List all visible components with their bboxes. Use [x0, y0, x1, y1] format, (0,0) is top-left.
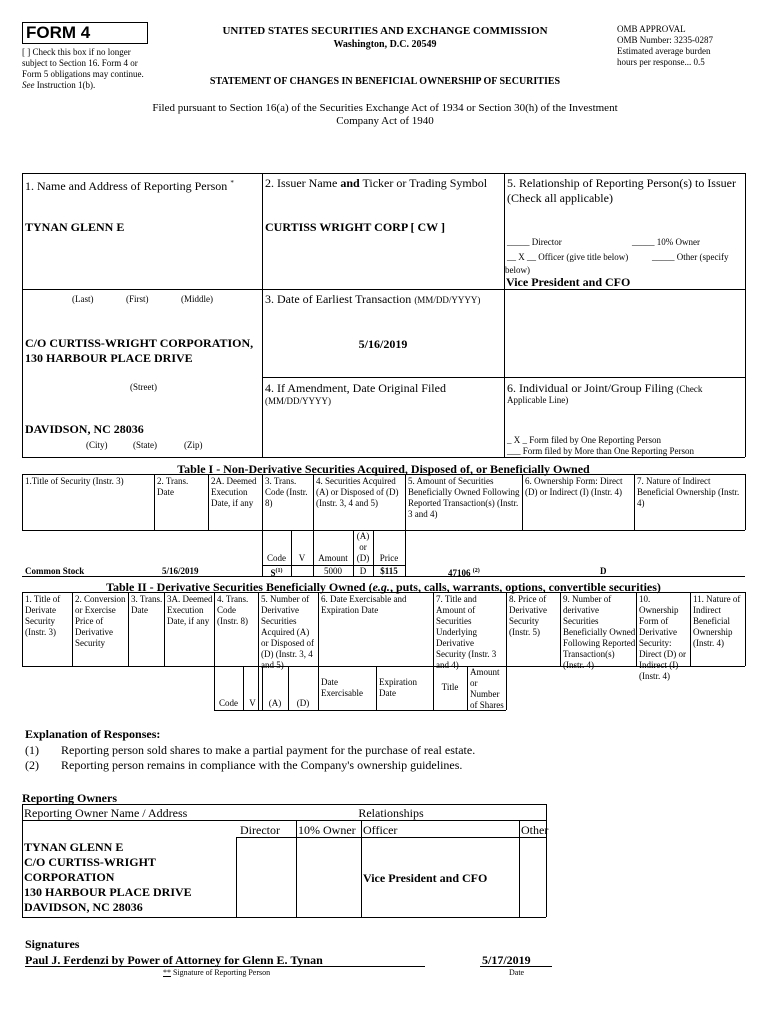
filing-option-more: ___ Form filed by More than One Reporting Person [507, 446, 694, 456]
rule [22, 666, 745, 667]
box3-label-text: 3. Date of Earliest Transaction [265, 292, 412, 306]
t2-h1: 1. Title of Derivate Security (Instr. 3) [25, 594, 61, 637]
rule [22, 820, 546, 821]
rule [504, 173, 505, 457]
t1-sub-amount: Amount [318, 553, 348, 563]
t1-h1: 1.Title of Security (Instr. 3) [25, 476, 124, 486]
rule [361, 820, 362, 917]
rule [22, 530, 745, 531]
t1-h4: 4. Securities Acquired (A) or Disposed of (D) (Instr. 3, 4 and 5) [316, 476, 399, 508]
box3-label-small: (MM/DD/YYYY) [414, 295, 481, 305]
owner-line: CORPORATION [24, 870, 115, 884]
signer-name: Paul J. Ferdenzi by Power of Attorney for Glenn E. Tynan [25, 953, 323, 967]
box1-footnote: * [230, 179, 234, 187]
label-city: (City) [86, 440, 108, 450]
t2-h8: 8. Price of Derivative Security (Instr. 5) [509, 594, 547, 637]
t2-sub-a: (A) [268, 698, 282, 708]
rule [72, 592, 73, 666]
rule [506, 592, 507, 710]
rule [22, 592, 23, 666]
owner-line: 130 HARBOUR PLACE DRIVE [24, 885, 192, 899]
rule [22, 173, 23, 457]
checkbox-note-instr: Instruction 1(b). [36, 80, 96, 90]
t2-sub-title: Title [441, 682, 459, 692]
explanation-item [25, 743, 475, 757]
city-state-zip: DAVIDSON, NC 28036 [25, 422, 144, 436]
signature-line [25, 966, 425, 967]
box6-label [507, 381, 743, 395]
t1-h5: 5. Amount of Securities Beneficially Owned Following Reported Transaction(s) (Instr. 3 and 4) [408, 476, 520, 519]
signatures-heading: Signatures [25, 937, 80, 951]
box1-label-text: 1. Name and Address of Reporting Person [25, 179, 228, 193]
box2-label-post: Ticker or Trading Symbol [362, 176, 488, 190]
t2-h10: 10. Ownership Form of Derivative Security: Direct (D) or Indirect (I) (Instr. 4) [639, 594, 686, 681]
signature-label [163, 968, 270, 978]
box1-label [25, 176, 260, 193]
rule [636, 592, 637, 666]
rule [22, 474, 745, 475]
rule [258, 592, 259, 710]
explanation-text: Reporting person remains in compliance with the Company's ownership guidelines. [61, 758, 463, 772]
t2-sub-amount: Amount or Number of Shares [470, 667, 504, 710]
rule [22, 457, 745, 458]
agency-city: Washington, D.C. 20549 [333, 39, 437, 50]
omb-approval: OMB APPROVAL [617, 24, 686, 34]
filed-pursuant: Filed pursuant to Section 16(a) of the Securities Exchange Act of 1934 or Section 30(h) of the Investment Company Act of 1940 [152, 102, 618, 127]
t2-sub-code: Code [219, 698, 238, 708]
t1-row-owned-value: 47106 [448, 568, 471, 578]
rule [467, 666, 468, 710]
table1-title: Table I - Non-Derivative Securities Acquired, Disposed of, or Beneficially Owned [177, 462, 590, 476]
t2-h11: 11. Nature of Indirect Beneficial Ownership (Instr. 4) [693, 594, 741, 648]
owners-heading: Reporting Owners [22, 791, 117, 805]
t2-h5: 5. Number of Derivative Securities Acquired (A) or Disposed of (D) (Instr. 3, 4 and 5) [261, 594, 314, 670]
label-street: (Street) [130, 382, 157, 392]
t1-row-form: D [600, 566, 607, 576]
rule [22, 289, 745, 290]
filing-option-one: _ X _ Form filed by One Reporting Person [507, 435, 661, 445]
table2-title-post: , puts, calls, warrants, options, convertible securities) [389, 580, 661, 594]
t1-sub-price: Price [379, 553, 399, 563]
owner-officer-title: Vice President and CFO [363, 871, 488, 885]
form-title-box [22, 22, 148, 44]
t1-h6: 6. Ownership Form: Direct (D) or Indirect (I) (Instr. 4) [525, 476, 623, 497]
t1-h7: 7. Nature of Indirect Beneficial Ownership (Instr. 4) [637, 476, 740, 508]
t2-h2: 2. Conversion or Exercise Price of Derivative Security [75, 594, 126, 648]
t1-sub-code: Code [267, 553, 286, 563]
rule [519, 820, 520, 917]
t2-h6: 6. Date Exercisable and Expiration Date [321, 594, 407, 615]
rule [745, 474, 746, 530]
signature-footnote[interactable]: ** [163, 968, 171, 977]
ten-percent-option: _____ 10% Owner [632, 237, 700, 247]
agency-name: UNITED STATES SECURITIES AND EXCHANGE COMMISSION [222, 25, 548, 37]
t2-h3a: 3A. Deemed Execution Date, if any [167, 594, 213, 626]
rule [214, 592, 215, 710]
owners-col-10pct: 10% Owner [298, 823, 356, 837]
t1-sub-aord: (A) or (D) [356, 531, 370, 563]
street-address: C/O CURTISS-WRIGHT CORPORATION, 130 HARBOUR PLACE DRIVE [25, 336, 254, 365]
rule [164, 592, 165, 666]
t1-row-owned-footnote[interactable]: (2) [472, 568, 480, 574]
checkbox-note-text: [ ] Check this box if no longer subject to Section 16. Form 4 or Form 5 obligations may continue. [22, 47, 144, 79]
earliest-transaction-date: 5/16/2019 [358, 337, 408, 351]
date-label: Date [509, 968, 525, 977]
omb-box [617, 24, 747, 68]
omb-burden-1: Estimated average burden [617, 46, 711, 56]
signature-label-text: Signature of Reporting Person [173, 968, 271, 977]
box2-label [265, 176, 503, 190]
box6-label-text: 6. Individual or Joint/Group Filing [507, 381, 674, 395]
rule [262, 173, 263, 457]
checkbox-note [22, 47, 148, 91]
date-line [480, 966, 552, 967]
label-first: (First) [126, 294, 149, 304]
rule [376, 666, 377, 710]
rule [560, 592, 561, 666]
box2-label-pre: 2. Issuer Name [265, 176, 338, 190]
other-option-below: below) [505, 265, 530, 275]
label-state: (State) [133, 440, 157, 450]
rule [405, 474, 406, 576]
t1-h2: 2. Trans. Date [157, 476, 189, 497]
form-title: FORM 4 [26, 23, 91, 42]
rule [318, 592, 319, 710]
explanation-text: Reporting person sold shares to make a partial payment for the purchase of real estate. [61, 743, 476, 757]
box4-label-small: (MM/DD/YYYY) [265, 396, 331, 406]
rule [22, 173, 745, 174]
rule [634, 474, 635, 530]
rule [128, 592, 129, 666]
table2-title-pre: Table II - Derivative Securities Beneficially Owned ( [106, 580, 373, 594]
owners-col-officer: Officer [363, 823, 398, 837]
explanation-num: (1) [25, 743, 39, 757]
rule [745, 592, 746, 666]
t1-sub-v: V [298, 553, 306, 563]
label-middle: (Middle) [181, 294, 213, 304]
reporting-person-name: TYNAN GLENN E [25, 220, 125, 234]
box6-label-small: (Check [676, 384, 703, 394]
box2-label-and: and [340, 176, 360, 190]
box5-label: 5. Relationship of Reporting Person(s) to Issuer (Check all applicable) [507, 176, 736, 205]
rule [22, 804, 23, 917]
rule [236, 837, 546, 838]
t1-row-owned [448, 566, 480, 579]
explanation-item [25, 758, 462, 772]
box4-label: 4. If Amendment, Date Original Filed [265, 381, 446, 395]
box3-label [265, 292, 503, 306]
director-option: _____ Director [507, 237, 562, 247]
rule [154, 474, 155, 530]
t1-row-aord: D [359, 566, 367, 576]
omb-number: OMB Number: 3235-0287 [617, 35, 713, 45]
other-option: _____ Other (specify [652, 252, 729, 262]
owner-name-address [24, 840, 192, 915]
t1-row-price: $115 [380, 566, 398, 576]
rule [522, 474, 523, 530]
rule [22, 474, 23, 530]
owners-col-name: Reporting Owner Name / Address [24, 806, 188, 820]
t2-sub-v: V [249, 698, 256, 708]
checkbox-note-see: See [22, 80, 35, 90]
explanation-num: (2) [25, 758, 39, 772]
t2-sub-d: (D) [296, 698, 310, 708]
t2-sub-date-ex: Date Exercisable [321, 677, 363, 698]
t2-h7: 7. Title and Amount of Securities Underlying Derivative Security (Instr. 3 and 4) [436, 594, 497, 670]
label-zip: (Zip) [184, 440, 203, 450]
owners-col-director: Director [240, 823, 280, 837]
signature-date: 5/17/2019 [482, 953, 531, 967]
issuer-name: CURTISS WRIGHT CORP [ CW ] [265, 220, 445, 234]
rule [296, 820, 297, 917]
table2-title-eg: e.g. [372, 580, 390, 594]
t1-row-code-footnote[interactable]: (1) [275, 568, 283, 574]
officer-title: Vice President and CFO [506, 275, 631, 289]
t1-row-title: Common Stock [25, 566, 85, 576]
box6-label-small-2: Applicable Line) [507, 395, 569, 405]
t1-row-code [262, 566, 291, 579]
owner-line: C/O CURTISS-WRIGHT [24, 855, 156, 869]
t2-sub-exp: Expiration Date [379, 677, 417, 698]
owner-line: TYNAN GLENN E [24, 840, 124, 854]
t1-row-amount: 5000 [324, 566, 342, 576]
owner-line: DAVIDSON, NC 28036 [24, 900, 143, 914]
omb-burden-2: hours per response... 0.5 [617, 57, 705, 67]
rule [208, 474, 209, 530]
t1-h2a: 2A. Deemed Execution Date, if any [211, 476, 257, 508]
label-last: (Last) [72, 294, 94, 304]
owners-col-relationships: Relationships [358, 806, 424, 820]
rule [236, 837, 237, 917]
t1-row-date: 5/16/2019 [162, 566, 199, 576]
owners-col-other: Other [521, 823, 549, 837]
rule [546, 804, 547, 917]
t2-h4: 4. Trans. Code (Instr. 8) [217, 594, 249, 626]
officer-option: __ X __ Officer (give title below) [507, 252, 629, 262]
t1-h3: 3. Trans. Code (Instr. 8) [265, 476, 308, 508]
rule [22, 917, 546, 918]
t2-h9: 9. Number of derivative Securities Beneficially Owned Following Reported Transaction(s) (Instr. 4) [563, 594, 636, 670]
t2-h3: 3. Trans. Date [131, 594, 163, 615]
rule [214, 710, 506, 711]
t1-row-code-value: S [270, 568, 276, 578]
rule [745, 173, 746, 457]
rule [22, 804, 546, 805]
explanation-heading: Explanation of Responses: [25, 727, 161, 741]
statement-title: STATEMENT OF CHANGES IN BENEFICIAL OWNERSHIP OF SECURITIES [209, 76, 561, 87]
